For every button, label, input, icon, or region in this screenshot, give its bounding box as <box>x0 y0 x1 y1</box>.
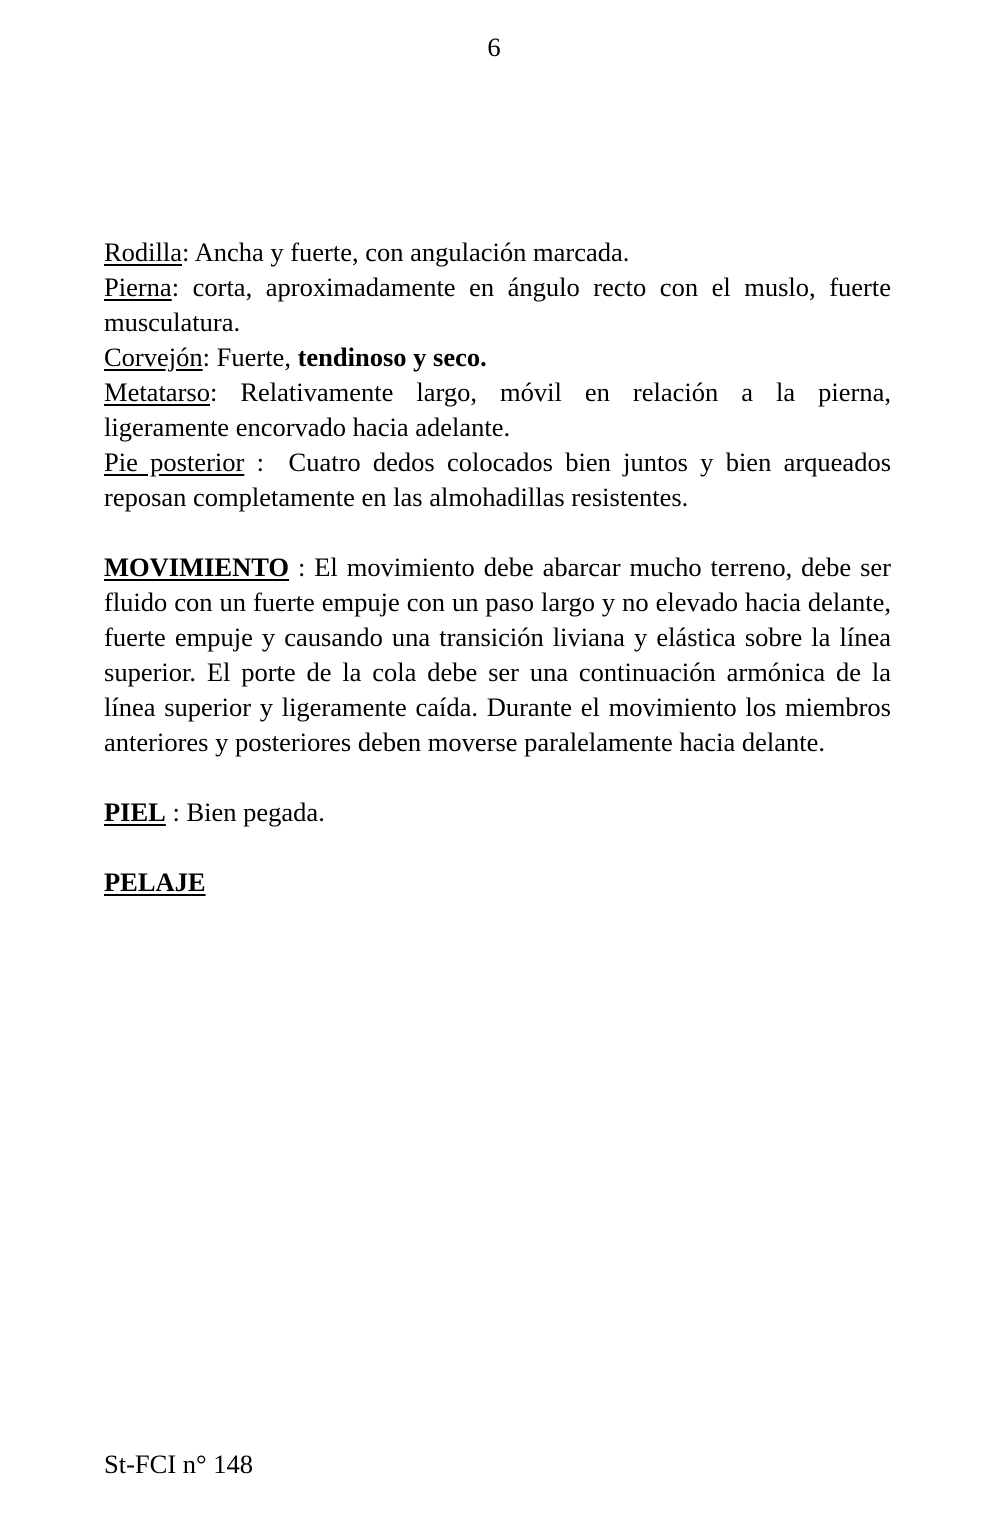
paragraph-spacer <box>104 830 891 865</box>
pierna-paragraph <box>104 270 891 340</box>
movimiento-separator: : <box>289 552 315 582</box>
pelaje-heading: PELAJE <box>104 867 206 897</box>
page-number: 6 <box>487 32 501 62</box>
piel-paragraph <box>104 795 891 830</box>
paragraph-spacer <box>104 760 891 795</box>
document-footer: St-FCI n° 148 <box>104 1449 254 1479</box>
pierna-text: corta, aproximadamente en ángulo recto con el muslo, fuerte musculatura. <box>104 272 891 337</box>
pierna-label: Pierna <box>104 272 172 302</box>
movimiento-text: El movimiento debe abarcar mucho terreno, debe ser fluido con un fuerte empuje con un paso largo y no elevado hacia delante, fuerte empuje y causando una transición liviana y elástica sobre la línea superior. El porte de la cola debe ser una continuación armónica de la línea superior y ligeramente caída. Durante el movimiento los miembros anteriores y posteriores deben moverse paralelamente hacia delante. <box>104 552 891 757</box>
rodilla-paragraph <box>104 235 891 270</box>
corvejon-separator: : <box>202 342 217 372</box>
rodilla-text: Ancha y fuerte, con angulación marcada. <box>194 237 630 267</box>
rodilla-separator: : <box>182 237 195 267</box>
pie-posterior-label: Pie posterior <box>104 447 245 477</box>
metatarso-separator: : <box>209 377 241 407</box>
corvejon-paragraph <box>104 340 891 375</box>
piel-text: Bien pegada. <box>186 797 325 827</box>
pie-posterior-text: Cuatro dedos colocados bien juntos y bien arqueados reposan completamente en las almohadillas resistentes. <box>104 447 892 512</box>
piel-heading: PIEL <box>104 797 166 827</box>
pie-posterior-separator: : <box>244 447 289 477</box>
metatarso-text: Relativamente largo, móvil en relación a la pierna, ligeramente encorvado hacia adelante. <box>104 377 891 442</box>
corvejon-bold-text: tendinoso y seco. <box>297 342 487 372</box>
metatarso-label: Metatarso <box>104 377 210 407</box>
pierna-separator: : <box>171 272 193 302</box>
piel-separator: : <box>165 797 187 827</box>
rodilla-label: Rodilla <box>104 237 183 267</box>
metatarso-paragraph <box>104 375 891 445</box>
corvejon-label: Corvejón <box>104 342 203 372</box>
movimiento-heading: MOVIMIENTO <box>104 552 290 582</box>
paragraph-spacer <box>104 515 891 550</box>
pelaje-paragraph <box>104 865 891 900</box>
corvejon-text: Fuerte, <box>216 342 298 372</box>
document-body <box>104 235 891 900</box>
pie-posterior-paragraph <box>104 445 891 515</box>
movimiento-paragraph <box>104 550 891 760</box>
